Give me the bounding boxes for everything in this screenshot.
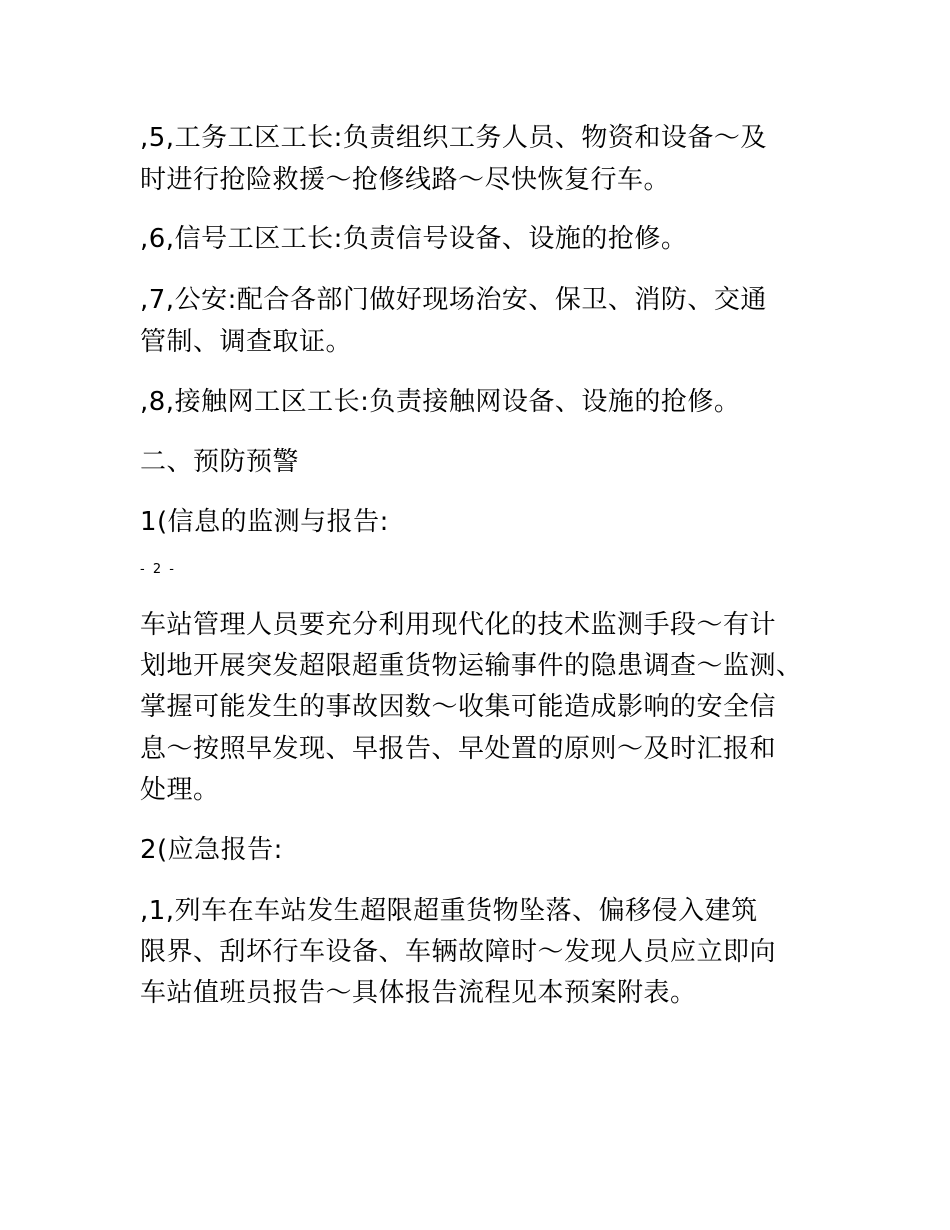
- section-heading: 二、预防预警: [140, 447, 300, 477]
- text-line: 划地开展突发超限超重货物运输事件的隐患调查～监测、: [140, 651, 803, 681]
- text-line: ,7,公安:配合各部门做好现场治安、保卫、消防、交通: [140, 285, 767, 315]
- text-line: ,5,工务工区工长:负责组织工务人员、物资和设备～及: [140, 123, 767, 153]
- text-line: 时进行抢险救援～抢修线路～尽快恢复行车。: [140, 165, 671, 195]
- text-line: ,1,列车在车站发生超限超重货物坠落、偏移侵入建筑: [140, 896, 758, 926]
- text-line: ,6,信号工区工长:负责信号设备、设施的抢修。: [140, 224, 688, 254]
- text-line: 处理。: [140, 775, 220, 805]
- text-line: 息～按照早发现、早报告、早处置的原则～及时汇报和: [140, 734, 777, 764]
- text-line: 管制、调查取证。: [140, 327, 353, 357]
- text-line: ,8,接触网工区工长:负责接触网设备、设施的抢修。: [140, 387, 741, 417]
- subsection-heading: 2(应急报告:: [140, 835, 283, 865]
- text-line: 限界、刮坏行车设备、车辆故障时～发现人员应立即向: [140, 937, 777, 967]
- subsection-heading: 1(信息的监测与报告:: [140, 507, 389, 537]
- text-line: 车站值班员报告～具体报告流程见本预案附表。: [140, 978, 697, 1008]
- text-line: 车站管理人员要充分利用现代化的技术监测手段～有计: [140, 610, 777, 640]
- page-number: - 2 -: [140, 562, 176, 577]
- text-line: 掌握可能发生的事故因数～收集可能造成影响的安全信: [140, 692, 777, 722]
